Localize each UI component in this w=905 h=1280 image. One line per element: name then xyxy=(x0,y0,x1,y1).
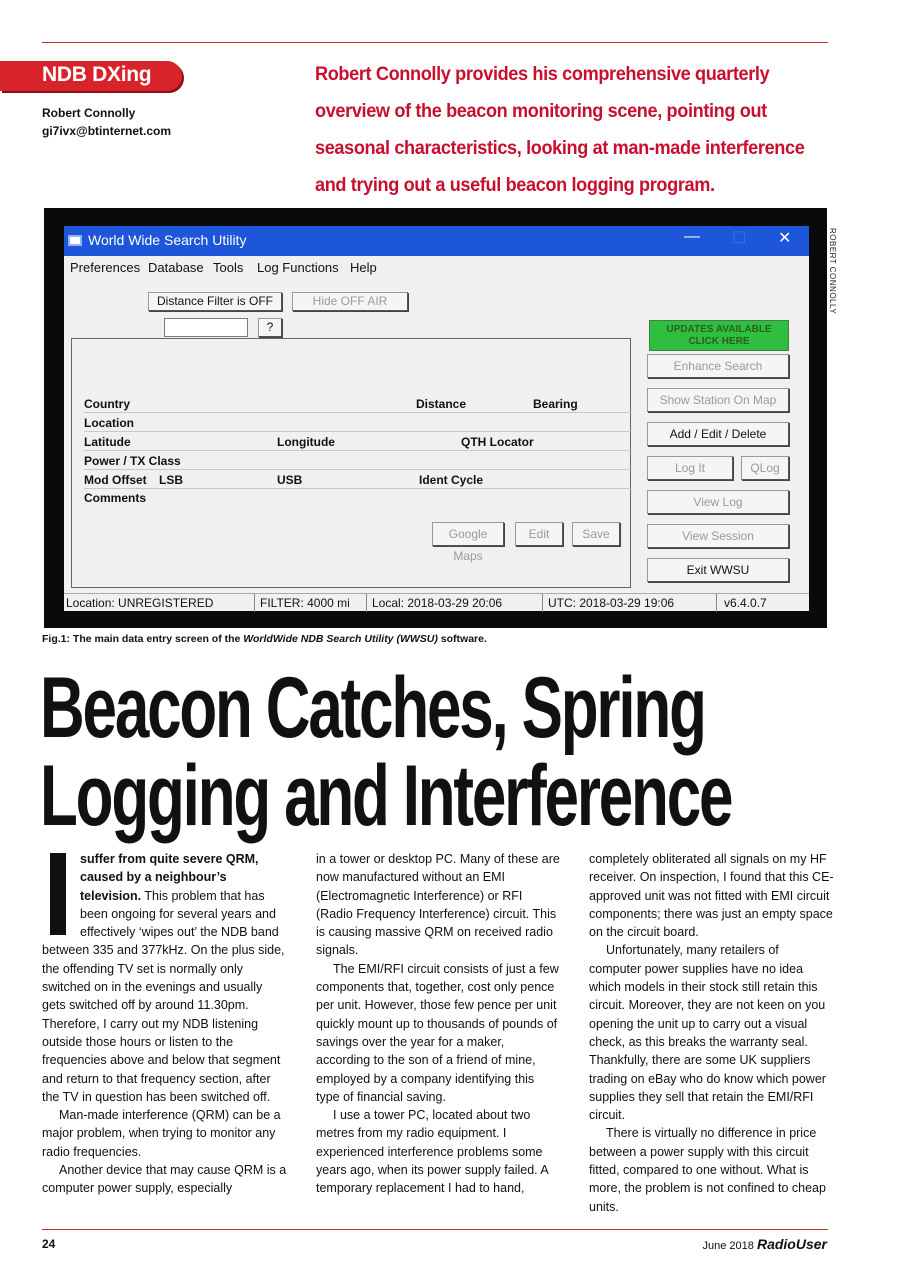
query-button[interactable]: ? xyxy=(258,318,282,337)
label-distance: Distance xyxy=(416,397,467,411)
row-power xyxy=(84,452,632,470)
menu-help[interactable]: Help xyxy=(350,260,377,275)
paragraph: in a tower or desktop PC. Many of these are now manufactured without an EMI (Electromagnetic Interference) or RFI (Radio Frequency Interference) circuit. This is causing massive QRM on received radio signals. xyxy=(316,852,560,958)
paragraph: Man-made interference (QRM) can be a major problem, when trying to monitor any radio frequencies. xyxy=(42,1108,281,1159)
window-title: World Wide Search Utility xyxy=(88,232,247,248)
paragraph xyxy=(42,850,287,1106)
add-edit-delete-button[interactable]: Add / Edit / Delete xyxy=(647,422,789,446)
byline xyxy=(42,104,171,140)
title-bar xyxy=(64,226,809,256)
close-icon[interactable]: ✕ xyxy=(778,230,792,247)
view-log-button[interactable]: View Log xyxy=(647,490,789,514)
row-mod-offset xyxy=(84,471,632,489)
footer-issue xyxy=(703,1236,827,1252)
label-comments: Comments xyxy=(84,491,147,505)
body-column-2 xyxy=(316,850,561,1198)
photo-credit: ROBERT CONNOLLY xyxy=(828,228,837,315)
qlog-button[interactable]: QLog xyxy=(741,456,789,480)
hide-off-air-button[interactable]: Hide OFF AIR xyxy=(292,292,408,311)
figure-caption xyxy=(42,633,487,645)
status-separator xyxy=(366,594,367,612)
label-country: Country xyxy=(84,397,130,411)
menu-tools[interactable]: Tools xyxy=(213,260,244,275)
row-latitude xyxy=(84,433,632,451)
enhance-search-button[interactable]: Enhance Search xyxy=(647,354,789,378)
save-button[interactable]: Save xyxy=(572,522,620,546)
label-qth-locator: QTH Locator xyxy=(461,435,534,449)
exit-button[interactable]: Exit WWSU xyxy=(647,558,789,582)
standfirst-line: seasonal characteristics, looking at man-made interference xyxy=(315,137,805,159)
label-bearing: Bearing xyxy=(533,397,578,411)
app-window xyxy=(64,226,809,611)
updates-line2: CLICK HERE xyxy=(688,336,750,347)
status-version: v6.4.0.7 xyxy=(724,596,767,610)
standfirst-line: and trying out a useful beacon logging program. xyxy=(315,174,715,196)
lead-in: suffer from quite severe QRM, caused by a neighbour’s television. xyxy=(80,852,259,903)
status-bar xyxy=(64,593,809,611)
updates-line1: UPDATES AVAILABLE xyxy=(666,324,772,335)
top-rule xyxy=(42,42,828,43)
label-usb: USB xyxy=(277,473,303,487)
body-column-1 xyxy=(42,850,287,1198)
row-country xyxy=(84,395,632,413)
label-power: Power / TX Class xyxy=(84,454,181,468)
paragraph: completely obliterated all signals on my HF receiver. On inspection, I found that this CE-approved unit was not fitted with EMI circuit components; there was just an empty space on the circuit board. xyxy=(589,852,834,940)
maximize-icon[interactable]: ☐ xyxy=(732,230,747,247)
standfirst xyxy=(315,56,836,204)
caption-suffix: software. xyxy=(437,633,487,645)
figure-screenshot xyxy=(44,208,827,628)
status-utc-time: UTC: 2018-03-29 19:06 xyxy=(548,596,675,610)
standfirst-line: overview of the beacon monitoring scene, pointing out xyxy=(315,100,767,122)
search-input[interactable] xyxy=(164,318,248,337)
page-number: 24 xyxy=(42,1237,56,1251)
body-column-3 xyxy=(589,850,834,1216)
row-comments xyxy=(84,489,632,507)
drop-cap-i xyxy=(50,853,66,935)
status-separator xyxy=(542,594,543,612)
updates-available-button[interactable] xyxy=(649,320,789,351)
status-location: Location: UNREGISTERED xyxy=(66,596,214,610)
paragraph: The EMI/RFI circuit consists of just a few components that, together, cost only pence per unit. However, those few pence per unit quickly mount up to thousands of pounds of savings over the year for a maker, according to the son of a friend of mine, employed by a company identifying this type of financial saving. xyxy=(316,961,559,1104)
bottom-rule xyxy=(42,1229,828,1230)
magazine-name: RadioUser xyxy=(756,1236,827,1252)
log-it-button[interactable]: Log It xyxy=(647,456,733,480)
google-maps-button[interactable]: Google Maps xyxy=(432,522,504,546)
edit-button[interactable]: Edit xyxy=(515,522,563,546)
menu-preferences[interactable]: Preferences xyxy=(70,260,141,275)
row-location xyxy=(84,414,632,432)
paragraph: I use a tower PC, located about two metres from my radio equipment. I experienced interference problems some years ago, when its power supply failed. A temporary replacement I had to hand, xyxy=(316,1108,549,1196)
station-details-panel xyxy=(71,338,631,588)
label-location: Location xyxy=(84,416,134,430)
paragraph: Another device that may cause QRM is a computer power supply, especially xyxy=(42,1163,287,1196)
headline-line1: Beacon Catches, Spring xyxy=(40,660,705,756)
show-station-map-button[interactable]: Show Station On Map xyxy=(647,388,789,412)
issue-date: June 2018 xyxy=(702,1240,754,1252)
paragraph: There is virtually no difference in price between a power supply with this circuit fitted, compared to one without. What is more, the problem is not confined to cheap units. xyxy=(589,1126,826,1214)
menu-bar xyxy=(64,256,809,280)
paragraph-text: This problem that has been ongoing for several years and effectively ‘wipes out’ the NDB band between 335 and 377kHz. On the plus side, the offending TV set is normally only switched on in the evenings and usually gets switched off by around 11.30pm. Therefore, I carry out my NDB listening outside those hours or listen to the frequencies above and below that segment and return to that frequency section, after the TV in question has been switched off. xyxy=(42,888,285,1104)
section-label: NDB DXing xyxy=(42,63,152,86)
author-name: Robert Connolly xyxy=(42,106,136,120)
label-lsb: LSB xyxy=(159,473,183,487)
menu-log-functions[interactable]: Log Functions xyxy=(257,260,339,275)
label-ident-cycle: Ident Cycle xyxy=(419,473,484,487)
standfirst-line: Robert Connolly provides his comprehensive quarterly xyxy=(315,63,770,85)
label-longitude: Longitude xyxy=(277,435,335,449)
label-mod-offset: Mod Offset xyxy=(84,473,147,487)
label-latitude: Latitude xyxy=(84,435,131,449)
headline xyxy=(40,660,846,844)
caption-title: WorldWide NDB Search Utility (WWSU) xyxy=(243,633,438,645)
author-email[interactable]: gi7ivx@btinternet.com xyxy=(42,124,172,138)
app-window-icon xyxy=(68,235,82,246)
view-session-button[interactable]: View Session xyxy=(647,524,789,548)
menu-database[interactable]: Database xyxy=(148,260,204,275)
distance-filter-button[interactable]: Distance Filter is OFF xyxy=(148,292,282,311)
minimize-icon[interactable]: — xyxy=(684,228,700,245)
status-local-time: Local: 2018-03-29 20:06 xyxy=(372,596,503,610)
paragraph: Unfortunately, many retailers of computer power supplies have no idea which models in their stock still retain this circuit. Moreover, they are not keen on you opening the unit up to carry out a visual check, as this breaks the warranty seal. Thankfully, there are some UK suppliers trading on eBay who do know which power supplies they sell that retain the EMI/RFI circuit. xyxy=(589,943,826,1123)
status-filter: FILTER: 4000 mi xyxy=(260,596,350,610)
headline-line2: Logging and Interference xyxy=(40,748,732,844)
section-tab xyxy=(0,61,182,91)
status-separator xyxy=(254,594,255,612)
caption-prefix: Fig.1: The main data entry screen of the xyxy=(42,633,244,645)
status-separator xyxy=(716,594,717,612)
